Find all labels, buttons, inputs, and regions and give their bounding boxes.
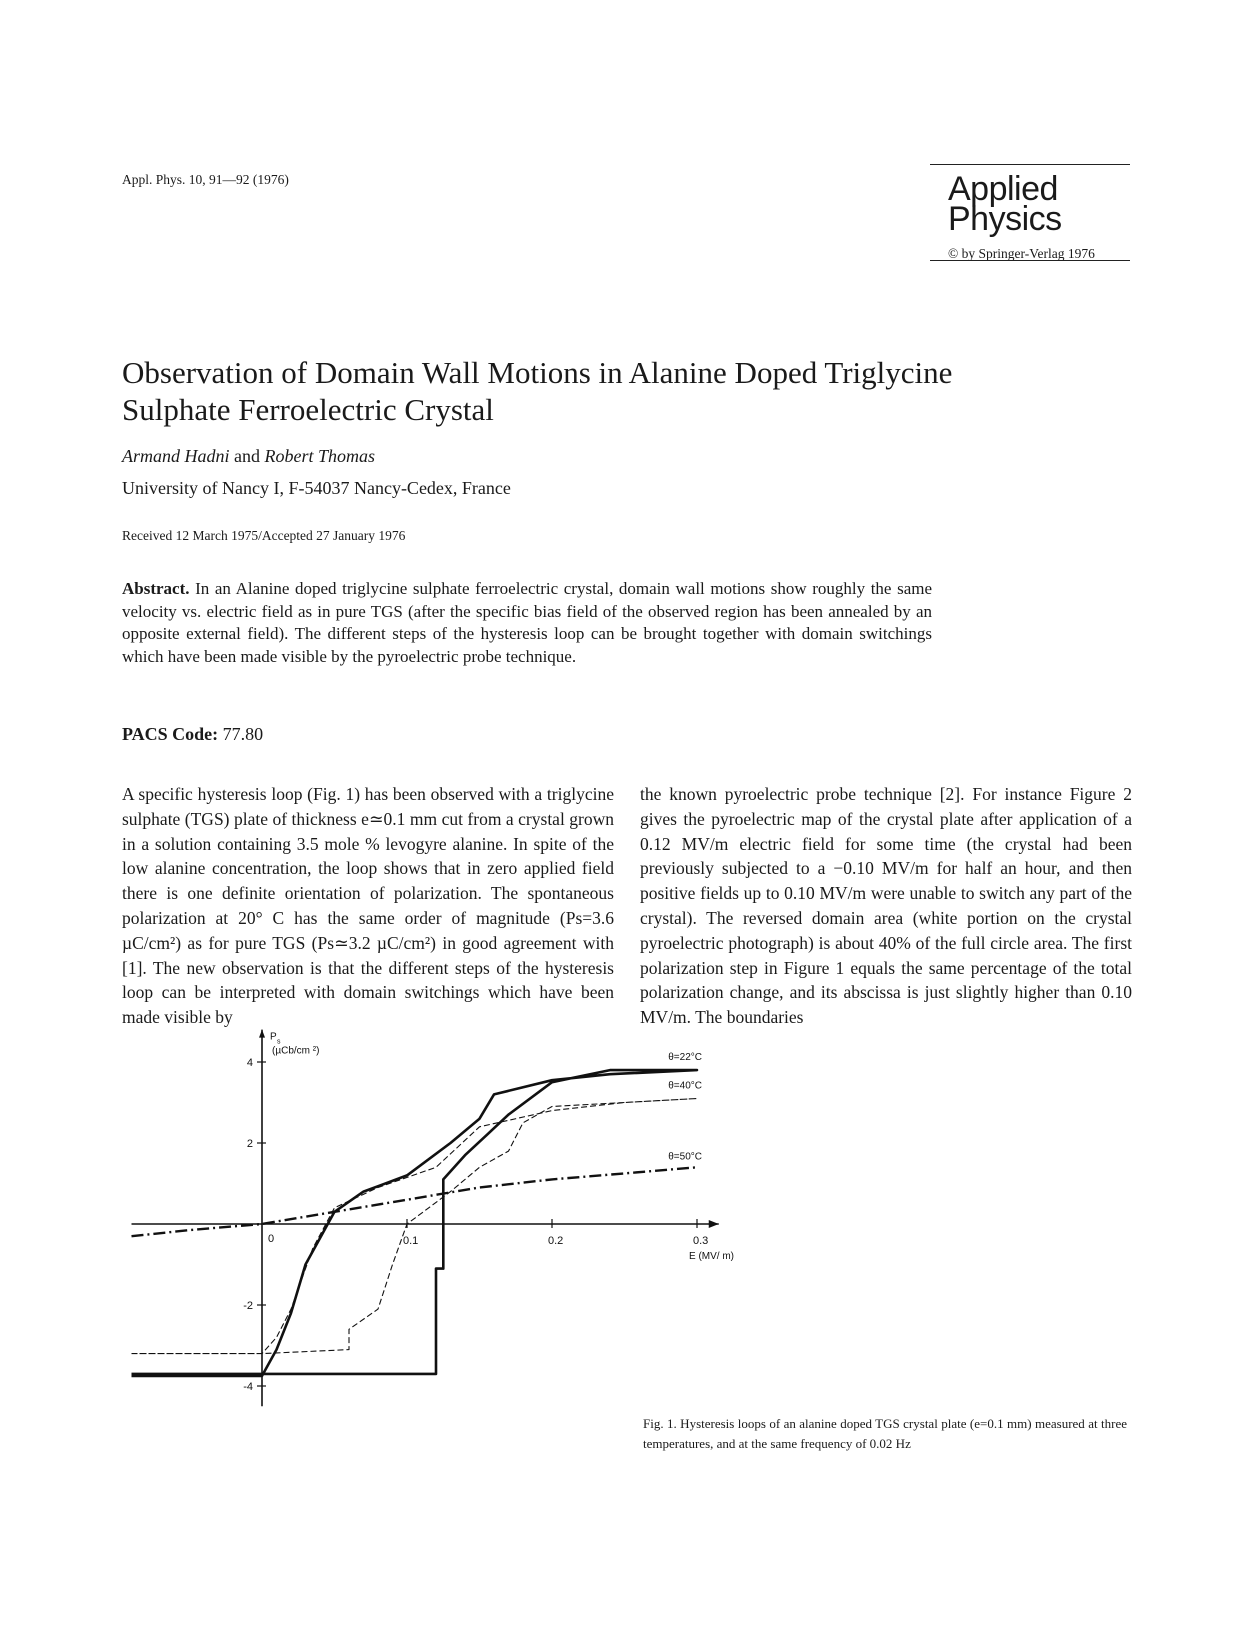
x-axis-label: E (MV/ m) [689,1251,734,1262]
abstract [122,578,932,668]
brand-top-rule [930,164,1130,165]
author-join: and [234,446,260,466]
pacs-value: 77.80 [222,724,264,744]
y-tick-label: -4 [243,1381,253,1393]
series-line-3 [132,1167,698,1236]
y-axis-label-sub: s [277,1038,281,1046]
y-tick-label: 4 [246,1057,253,1069]
series-label-1: θ=22°C [668,1052,702,1064]
authors [122,446,375,467]
series-line-1 [132,1070,698,1376]
abstract-label: Abstract. [122,579,190,598]
pacs-label: PACS Code: [122,724,219,744]
x-tick-label: 0.2 [548,1235,564,1247]
pacs-code [122,724,263,745]
y-tick-label: -2 [243,1300,253,1312]
y-axis-label-symbol: P [270,1031,277,1043]
affiliation: University of Nancy I, F-54037 Nancy-Cedex, France [122,478,511,498]
author-1: Armand Hadni [122,446,230,466]
journal-logo-line1: Applied [948,170,1058,208]
received-dates: Received 12 March 1975/Accepted 27 January 1976 [122,528,406,543]
y-axis-arrow [259,1030,265,1038]
y-axis-label-unit: (µCb/cm ²) [272,1045,320,1057]
journal-citation: Appl. Phys. 10, 91—92 (1976) [122,172,289,187]
article-title: Observation of Domain Wall Motions in Alanine Doped Triglycine Sulphate Ferroelectric Crystal [122,355,953,427]
journal-logo [948,170,1062,238]
series-label-3: θ=50°C [668,1151,702,1163]
author-2: Robert Thomas [264,446,376,466]
body-column-right: the known pyroelectric probe technique [2]. For instance Figure 2 gives the pyroelectric map of the crystal plate after application of a 0.12 MV/m electric field for some time (the crystal had been previously subjected to a −0.10 MV/m for half an hour, and then positive fields up to 0.10 MV/m were unable to switch any part of the crystal). The reversed domain area (white portion on the crystal pyroelectric photograph) is about 40% of the full circle area. The first polarization step in Figure 1 equals the same percentage of the total polarization change, and its abscissa is just slightly higher than 0.10 MV/m. The boundaries [640,784,1132,1028]
brand-bottom-rule [930,260,1130,261]
figure-caption: Fig. 1. Hysteresis loops of an alanine doped TGS crystal plate (e=0.1 mm) measured at three temperatures, and at the same frequency of 0.02 Hz [643,1416,1127,1451]
series-label-2: θ=40°C [668,1080,702,1092]
origin-label: 0 [268,1233,275,1245]
copyright-notice: © by Springer-Verlag 1976 [948,246,1095,261]
x-axis-arrow [709,1220,719,1228]
journal-logo-line2: Physics [948,200,1062,238]
x-tick-label: 0.1 [403,1235,419,1247]
y-tick-label: 2 [246,1138,253,1150]
series-line-2 [132,1099,698,1354]
abstract-text: In an Alanine doped triglycine sulphate ferroelectric crystal, domain wall motions show roughly the same velocity vs. electric field as in pure TGS (after the specific bias field of the observed region has been annealed by an opposite external field). The different steps of the hysteresis loop can be brought together with domain switchings which have been made visible by the pyroelectric probe technique. [122,579,933,666]
x-tick-label: 0.3 [693,1235,709,1247]
body-column-left: A specific hysteresis loop (Fig. 1) has been observed with a triglycine sulphate (TGS) plate of thickness e≃0.1 mm cut from a crystal grown in a solution containing 3.5 mole % levogyre alanine. In spite of the low alanine concentration, the loop shows that in zero applied field there is one definite orientation of polarization. The spontaneous polarization at 20° C has the same order of magnitude (Ps=3.6 µC/cm²) as for pure TGS (Ps≃3.2 µC/cm²) in good agreement with [1]. The new observation is that the different steps of the hysteresis loop can be interpreted with domain switchings which have been made visible by [122,784,614,1028]
